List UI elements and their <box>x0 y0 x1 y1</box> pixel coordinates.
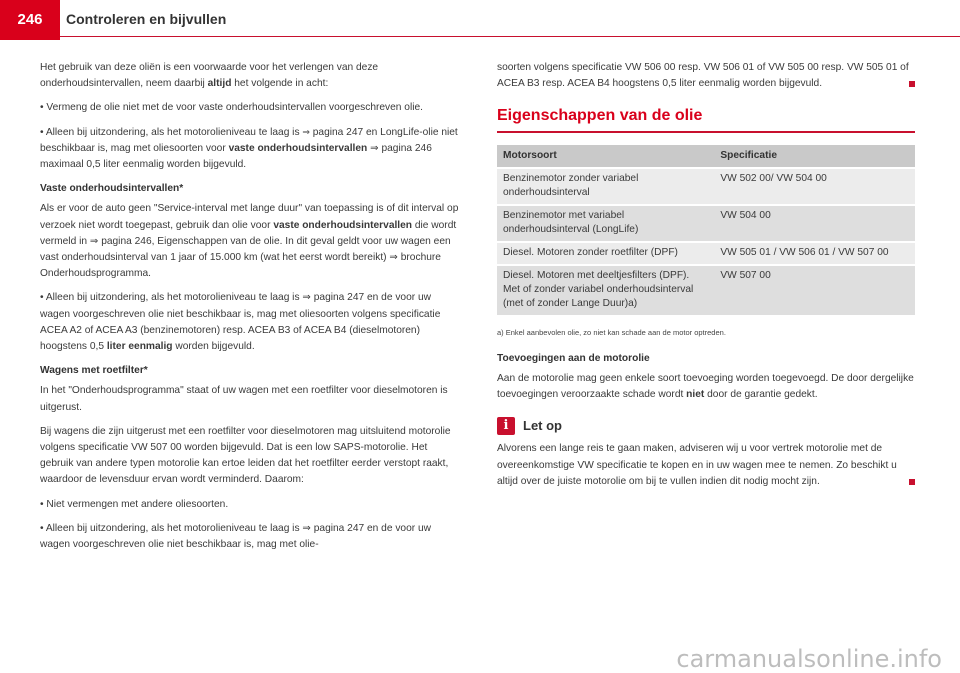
end-marker-icon <box>909 479 915 485</box>
bullet-exception-longlife: • Alleen bij uitzondering, als het motorolieniveau te laag is ⇒ pagina 247 en LongLife-olie niet beschikbaar is, mag met oliesoorten voor vaste onderhoudsintervallen ⇒ pagina 246 maximaal 0,5 liter eenmalig worden bijgevuld. <box>40 126 458 171</box>
page-number: 246 <box>0 0 60 40</box>
intro-paragraph: Het gebruik van deze oliën is een voorwaarde voor het verlengen van deze onderhoudsintervallen, neem daarbij altijd het volgende in acht: <box>40 62 379 90</box>
header-rule <box>60 36 960 37</box>
heading-fixed-intervals: Vaste onderhoudsintervallen* <box>40 183 184 195</box>
table-header-engine: Motorsoort <box>497 145 714 167</box>
right-column <box>497 60 915 498</box>
bullet-do-not-mix: • Niet vermengen met andere oliesoorten. <box>40 498 229 510</box>
heading-additives: Toevoegingen aan de motorolie <box>497 352 650 364</box>
info-icon: i <box>497 417 515 435</box>
paragraph-soot-filter-intro: In het "Onderhoudsprogramma" staat of uw wagen met een roetfilter voor dieselmotoren is uitgerust. <box>40 385 448 413</box>
header-title: Controleren en bijvullen <box>66 11 227 27</box>
section-title: Eigenschappen van de olie <box>497 107 703 125</box>
watermark: carmanualsonline.info <box>676 645 942 673</box>
note-heading <box>497 417 915 435</box>
oil-spec-table <box>497 143 915 317</box>
paragraph-additives: Aan de motorolie mag geen enkele soort toevoeging worden toegevoegd. De door dergelijke toevoegingen veroorzaakte schade wordt niet door de garantie gedekt. <box>497 373 914 401</box>
table-footnote: a) Enkel aanbevolen olie, zo niet kan schade aan de motor optreden. <box>497 327 726 337</box>
end-marker-icon <box>909 81 915 87</box>
bullet-no-mixing: • Vermeng de olie niet met de voor vaste onderhoudsintervallen voorgeschreven olie. <box>40 102 423 114</box>
continued-paragraph: soorten volgens specificatie VW 506 00 resp. VW 506 01 of VW 505 00 resp. VW 505 01 of ACEA B3 resp. ACEA B4 hoogstens 0,5 liter eenmalig worden bijgevuld. <box>497 60 915 92</box>
table-row: Diesel. Motoren zonder roetfilter (DPF) VW 505 01 / VW 506 01 / VW 507 00 <box>497 243 915 264</box>
table-row: Benzinemotor zonder variabel onderhoudsinterval VW 502 00/ VW 504 00 <box>497 169 915 204</box>
left-column <box>40 60 463 561</box>
bullet-exception-acea: • Alleen bij uitzondering, als het motorolieniveau te laag is ⇒ pagina 247 en de voor uw wagen voorgeschreven olie niet beschikbaar is, mag met oliesoorten volgens specificatie ACEA A2 of ACEA A3 (benzinemotoren) resp. ACEA B3 of ACEA B4 (dieselmotoren) hoogstens 0,5 liter eenmalig worden bijgevuld. <box>40 292 441 353</box>
note-title: Let op <box>523 418 562 434</box>
paragraph-soot-filter-detail: Bij wagens die zijn uitgerust met een roetfilter voor dieselmotoren mag uitsluitend motorolie volgens specificatie VW 507 00 worden bijgevuld. Dat is een low SAPS-motorolie. Het gebruik van andere typen motorolie kan ertoe leiden dat het roetfilter eerder verstopt raakt, waardoor de levensduur ervan wordt verminderd. Daarom: <box>40 425 451 486</box>
heading-soot-filter: Wagens met roetfilter* <box>40 365 148 377</box>
table-row: Benzinemotor met variabel onderhoudsinterval (LongLife) VW 504 00 <box>497 206 915 241</box>
section-rule <box>497 131 915 133</box>
bullet-exception-soot: • Alleen bij uitzondering, als het motorolieniveau te laag is ⇒ pagina 247 en de voor uw wagen voorgeschreven olie niet beschikbaar is, mag met olie- <box>40 522 431 551</box>
table-header-spec: Specificatie <box>714 145 915 167</box>
page-header <box>0 0 960 40</box>
table-row: Diesel. Motoren met deeltjesfilters (DPF). Met of zonder variabel onderhoudsinterval (met of zonder Lange Duur)a) VW 507 00 <box>497 266 915 315</box>
paragraph-fixed-intervals: Als er voor de auto geen "Service-interval met lange duur" van toepassing is of dit interval op verzoek niet wordt toegepast, gebruik dan olie voor vaste onderhoudsintervallen die wordt vermeld in ⇒ pagina 246, Eigenschappen van de olie. In dit geval geldt voor uw wagen een vast onderhoudsinterval van 1 jaar of 15.000 km (wat het eerst wordt bereikt) ⇒ brochure Onderhoudsprogramma. <box>40 203 459 280</box>
note-text: Alvorens een lange reis te gaan maken, adviseren wij u voor vertrek motorolie met de overeenkomstige VW specificatie te kopen en in uw wagen mee te nemen. Zo beschikt u altijd over de juiste motorolie om bij te vullen indien dit nodig mocht zijn. <box>497 441 915 490</box>
